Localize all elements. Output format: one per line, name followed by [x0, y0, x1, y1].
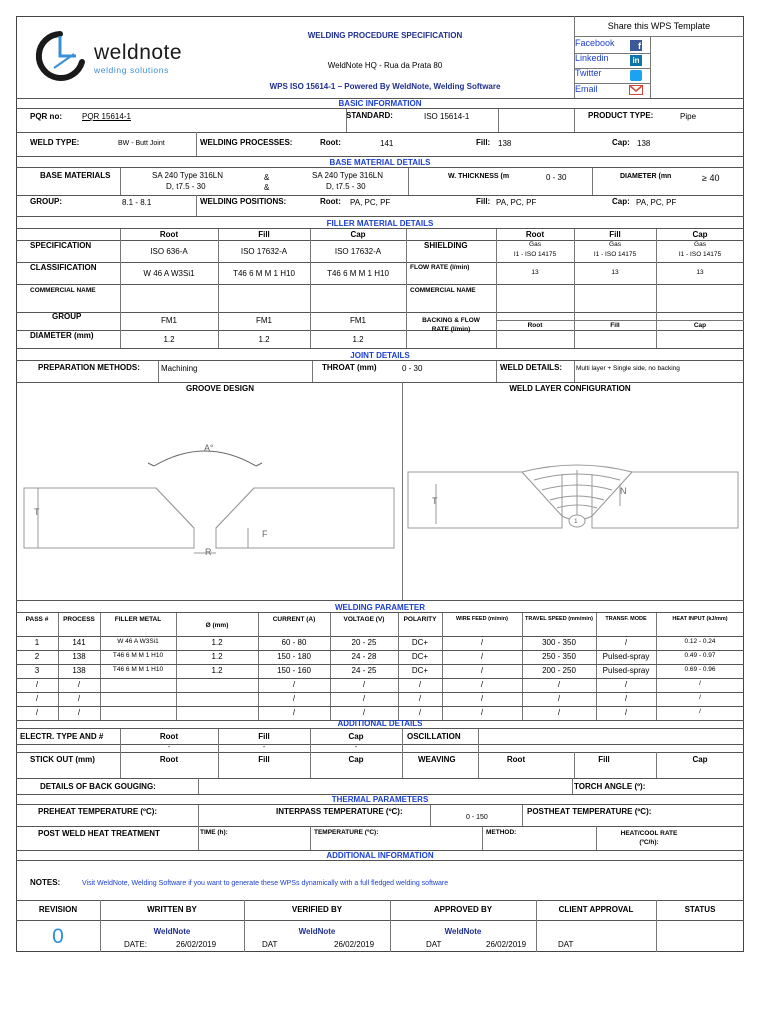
- param-cell: /: [624, 694, 628, 703]
- weaving-col-cap: Cap: [692, 755, 708, 764]
- param-cell: /: [35, 694, 39, 703]
- groove-t-label: T: [34, 507, 40, 517]
- share-title: Share this WPS Template: [607, 21, 711, 31]
- base-materials-label: BASE MATERIALS: [40, 171, 111, 180]
- param-header-5: VOLTAGE (V): [343, 616, 385, 623]
- param-cell: 138: [72, 652, 86, 661]
- written-by-name: WeldNote: [153, 927, 191, 936]
- param-cell: 141: [72, 638, 86, 647]
- param-row-line: [16, 678, 744, 679]
- verified-by-name: WeldNote: [298, 927, 336, 936]
- param-cell: /: [418, 708, 422, 717]
- param-cell: DC+: [411, 652, 429, 661]
- pwht-label: POST WELD HEAT TREATMENT: [38, 829, 160, 838]
- param-cell: T46 6 M M 1 H10: [112, 652, 164, 659]
- param-cell: 2: [34, 652, 40, 661]
- section-thermal-parameters: THERMAL PARAMETERS: [16, 794, 744, 805]
- param-cell: 150 - 180: [277, 652, 311, 661]
- filler-col-fill: Fill: [258, 230, 270, 239]
- diameter-cap: 1.2: [352, 335, 364, 344]
- param-cell: /: [362, 694, 366, 703]
- interpass-label: INTERPASS TEMPERATURE (ºC):: [276, 807, 403, 816]
- share-link-twitter-label[interactable]: Twitter: [575, 68, 602, 78]
- share-panel: [574, 16, 744, 98]
- back-gouging-label: DETAILS OF BACK GOUGING:: [40, 782, 156, 791]
- approved-by-label: APPROVED BY: [433, 905, 493, 914]
- stick-out-label: STICK OUT (mm): [30, 755, 95, 764]
- shield-col-root: Root: [525, 230, 545, 239]
- commercial-name-label: COMMERCIAL NAME: [30, 287, 96, 294]
- flow-root: 13: [531, 269, 539, 276]
- process-fill-value: 138: [498, 139, 512, 148]
- param-row-line: [16, 650, 744, 651]
- param-cell: T46 6 M M 1 H10: [112, 666, 164, 673]
- electr-col-fill: Fill: [258, 732, 270, 741]
- throat-label: THROAT (mm): [322, 363, 377, 372]
- share-link-facebook-label[interactable]: Facebook: [575, 38, 615, 48]
- classification-label: CLASSIFICATION: [30, 263, 97, 272]
- param-row-line: [16, 706, 744, 707]
- shielding-label: SHIELDING: [424, 241, 468, 250]
- section-base-material: BASE MATERIAL DETAILS: [16, 157, 744, 168]
- groove-f-label: F: [262, 529, 268, 539]
- param-header-2: FILLER METAL: [114, 616, 162, 623]
- weaving-col-root: Root: [506, 755, 526, 764]
- param-cell: /: [557, 694, 561, 703]
- param-cell: /: [480, 666, 484, 675]
- product-type-label: PRODUCT TYPE:: [588, 111, 654, 120]
- torch-angle-label: TORCH ANGLE (º):: [574, 782, 646, 791]
- backing-col-fill: Fill: [610, 322, 620, 329]
- diameter-label: DIAMETER (mn: [620, 173, 672, 180]
- client-date-label: DAT: [558, 940, 574, 949]
- pwht-time-label: TIME (h):: [200, 829, 228, 836]
- section-joint-details: JOINT DETAILS: [16, 350, 744, 361]
- section-additional-details: ADDITIONAL DETAILS: [16, 718, 744, 729]
- ampersand-2: &: [264, 183, 270, 192]
- group-cap: FM1: [350, 316, 366, 325]
- position-fill-value: PA, PC, PF: [496, 198, 537, 207]
- class-root: W 46 A W3Si1: [143, 269, 195, 278]
- status-label: STATUS: [684, 905, 716, 914]
- revision-label: REVISION: [38, 905, 78, 914]
- gas-cap: I1 - ISO 14175: [678, 251, 722, 258]
- param-cell: /: [77, 708, 81, 717]
- group-root: FM1: [161, 316, 177, 325]
- param-header-7: WIRE FEED (m/min): [456, 616, 508, 622]
- revision-value: 0: [52, 925, 64, 948]
- linkedin-icon[interactable]: in: [630, 55, 642, 66]
- param-cell: 250 - 350: [542, 652, 576, 661]
- throat-value: 0 - 30: [402, 364, 423, 373]
- param-cell: 0.69 - 0.96: [684, 666, 716, 673]
- param-cell: /: [624, 638, 628, 647]
- groove-design-drawing: [16, 388, 402, 598]
- param-cell: 1: [34, 638, 40, 647]
- approved-by-name: WeldNote: [444, 927, 482, 936]
- gas-cap-label: Gas: [694, 241, 706, 248]
- pwht-temperature-label: TEMPERATURE (ºC):: [314, 829, 379, 836]
- interpass-value: 0 - 150: [466, 814, 488, 821]
- param-cell: /: [624, 708, 628, 717]
- flow-fill: 13: [611, 269, 619, 276]
- groove-angle-label: A°: [204, 443, 214, 453]
- param-cell: /: [480, 708, 484, 717]
- share-link-linkedin-label[interactable]: Linkedin: [575, 53, 609, 63]
- electr-fill: -: [262, 744, 266, 751]
- param-cell: /: [35, 708, 39, 717]
- heat-cool-rate-label-2: (ºC/h):: [639, 839, 659, 846]
- param-cell: /: [699, 680, 701, 687]
- electr-col-cap: Cap: [348, 732, 364, 741]
- thickness-value: 0 - 30: [546, 173, 567, 182]
- group-label: GROUP:: [30, 197, 62, 206]
- param-cell: /: [480, 638, 484, 647]
- logo-tagline: welding solutions: [94, 65, 169, 75]
- param-header-6: POLARITY: [403, 616, 437, 623]
- written-date: 26/02/2019: [176, 940, 217, 949]
- written-by-label: WRITTEN BY: [147, 905, 197, 914]
- postheat-label: POSTHEAT TEMPERATURE (ºC):: [527, 807, 652, 816]
- groove-r-label: R: [205, 547, 212, 557]
- param-cell: /: [699, 708, 701, 715]
- param-cell: Pulsed-spray: [602, 652, 650, 661]
- layer-pass-label: 1: [574, 518, 578, 525]
- param-cell: 3: [34, 666, 40, 675]
- flow-rate-label: FLOW RATE (l/min): [410, 264, 470, 271]
- ampersand-1: &: [264, 173, 270, 182]
- company-address: WeldNote HQ - Rua da Prata 80: [327, 61, 443, 70]
- material-2-line-1: SA 240 Type 316LN: [312, 171, 384, 180]
- backing-col-root: Root: [527, 322, 543, 329]
- backing-label-1: BACKING & FLOW: [422, 317, 480, 324]
- notes-label: NOTES:: [30, 878, 61, 887]
- weld-layer-drawing: [402, 388, 744, 598]
- stick-col-fill: Fill: [258, 755, 270, 764]
- filler-col-cap: Cap: [350, 230, 366, 239]
- groove-plate: [24, 488, 394, 548]
- welding-positions-label: WELDING POSITIONS:: [200, 197, 287, 206]
- param-header-10: HEAT INPUT (kJ/mm): [672, 616, 728, 622]
- thickness-label: W. THICKNESS (m: [448, 173, 510, 180]
- gas-root: I1 - ISO 14175: [513, 251, 557, 258]
- position-root-value: PA, PC, PF: [350, 198, 391, 207]
- verified-by-label: VERIFIED BY: [291, 905, 343, 914]
- twitter-icon[interactable]: [630, 70, 642, 81]
- backing-label-2: RATE (l/min): [431, 326, 471, 333]
- stick-col-cap: Cap: [348, 755, 364, 764]
- gas-fill-label: Gas: [609, 241, 621, 248]
- section-filler-material: FILLER MATERIAL DETAILS: [16, 218, 744, 229]
- position-root-label: Root:: [320, 197, 341, 206]
- standard-value: ISO 15614-1: [424, 112, 470, 121]
- document-title: WELDING PROCEDURE SPECIFICATION: [307, 31, 463, 40]
- param-header-9: TRANSF. MODE: [605, 616, 647, 622]
- spec-root: ISO 636-A: [150, 247, 188, 256]
- facebook-icon[interactable]: f: [630, 40, 642, 51]
- param-cell: /: [418, 694, 422, 703]
- param-cell: W 46 A W3Si1: [117, 638, 159, 645]
- written-date-label: DATE:: [124, 940, 147, 949]
- prep-methods-label: PREPARATION METHODS:: [38, 363, 140, 372]
- material-1-line-2: D, t7.5 - 30: [166, 182, 206, 191]
- flow-cap: 13: [696, 269, 704, 276]
- electr-type-label: ELECTR. TYPE AND #: [20, 732, 104, 741]
- group-value: 8.1 - 8.1: [122, 198, 152, 207]
- product-type-value: Pipe: [680, 112, 697, 121]
- param-header-8: TRAVEL SPEED (mm/min): [525, 616, 593, 622]
- param-cell: 300 - 350: [542, 638, 576, 647]
- param-row-line: [16, 692, 744, 693]
- stick-col-root: Root: [159, 755, 179, 764]
- welding-processes-label: WELDING PROCESSES:: [200, 138, 293, 147]
- specification-label: SPECIFICATION: [30, 241, 92, 250]
- param-cell: DC+: [411, 638, 429, 647]
- document-subtitle: WPS ISO 15614-1 – Powered By WeldNote, Welding Software: [269, 82, 501, 91]
- param-cell: 150 - 160: [277, 666, 311, 675]
- param-cell: 60 - 80: [281, 638, 307, 647]
- weaving-col-fill: Fill: [598, 755, 610, 764]
- material-1-line-1: SA 240 Type 316LN: [152, 171, 224, 180]
- param-cell: 0.12 - 0.24: [684, 638, 716, 645]
- material-2-line-2: D, t7.5 - 30: [326, 182, 366, 191]
- param-cell: 200 - 250: [542, 666, 576, 675]
- param-cell: 0.49 - 0.97: [684, 652, 716, 659]
- shield-col-fill: Fill: [609, 230, 621, 239]
- filler-diameter-label: DIAMETER (mm): [30, 331, 94, 340]
- param-row-line: [16, 664, 744, 665]
- position-fill-label: Fill:: [476, 197, 491, 206]
- param-cell: /: [362, 680, 366, 689]
- spec-cap: ISO 17632-A: [334, 247, 382, 256]
- param-cell: DC+: [411, 666, 429, 675]
- param-cell: /: [699, 694, 701, 701]
- notes-value: Visit WeldNote, Welding Software if you want to generate these WPSs dynamically with a full fledged welding software: [82, 880, 449, 887]
- param-cell: /: [77, 680, 81, 689]
- param-cell: /: [624, 680, 628, 689]
- heat-cool-rate-label-1: HEAT/COOL RATE: [620, 830, 678, 837]
- param-header-0: PASS #: [25, 616, 49, 623]
- param-cell: 1.2: [211, 652, 223, 661]
- param-cell: /: [35, 680, 39, 689]
- param-cell: 1.2: [211, 638, 223, 647]
- layer-n-label: N: [620, 486, 627, 496]
- class-fill: T46 6 M M 1 H10: [233, 269, 295, 278]
- param-cell: /: [480, 694, 484, 703]
- param-cell: /: [292, 708, 296, 717]
- diameter-fill: 1.2: [258, 335, 270, 344]
- process-root-value: 141: [380, 139, 394, 148]
- approved-date: 26/02/2019: [486, 940, 527, 949]
- share-link-email-label[interactable]: Email: [575, 84, 598, 94]
- position-cap-value: PA, PC, PF: [636, 198, 677, 207]
- diameter-root: 1.2: [163, 335, 175, 344]
- oscillation-label: OSCILLATION: [407, 732, 461, 741]
- weld-type-label: WELD TYPE:: [30, 138, 80, 147]
- filler-col-root: Root: [159, 230, 179, 239]
- param-cell: /: [557, 680, 561, 689]
- section-additional-information: ADDITIONAL INFORMATION: [16, 850, 744, 861]
- standard-label: STANDARD:: [346, 111, 393, 120]
- group-fill: FM1: [256, 316, 272, 325]
- diameter-value: ≥ 40: [702, 173, 720, 183]
- param-cell: 24 - 28: [351, 652, 377, 661]
- process-fill-label: Fill:: [476, 138, 491, 147]
- param-cell: 1.2: [211, 666, 223, 675]
- weldnote-logo-icon: [30, 28, 90, 84]
- electr-cap: -: [354, 744, 358, 751]
- process-root-label: Root:: [320, 138, 341, 147]
- gmail-icon[interactable]: [629, 85, 643, 95]
- param-cell: /: [292, 694, 296, 703]
- weld-details-value: Multi layer + Single side, no backing: [576, 365, 680, 372]
- weld-layer-title: WELD LAYER CONFIGURATION: [509, 384, 631, 393]
- backing-col-cap: Cap: [693, 322, 707, 329]
- spec-fill: ISO 17632-A: [240, 247, 288, 256]
- process-cap-value: 138: [637, 139, 651, 148]
- prep-methods-value: Machining: [161, 364, 198, 373]
- verified-date: 26/02/2019: [334, 940, 375, 949]
- class-cap: T46 6 M M 1 H10: [327, 269, 389, 278]
- logo-name: weldnote: [94, 41, 183, 64]
- position-cap-label: Cap:: [612, 197, 630, 206]
- param-cell: /: [480, 680, 484, 689]
- param-header-4: CURRENT (A): [272, 616, 316, 623]
- param-cell: /: [362, 708, 366, 717]
- weaving-label: WEAVING: [418, 755, 456, 764]
- weld-type-value: BW - Butt Joint: [118, 140, 165, 147]
- commercial-name-label-2: COMMERCIAL NAME: [410, 287, 476, 294]
- param-cell: /: [77, 694, 81, 703]
- param-cell: /: [480, 652, 484, 661]
- param-cell: /: [292, 680, 296, 689]
- section-basic-information: BASIC INFORMATION: [16, 98, 744, 109]
- pqr-label: PQR no:: [30, 112, 62, 121]
- process-cap-label: Cap:: [612, 138, 630, 147]
- param-cell: Pulsed-spray: [602, 666, 650, 675]
- electr-root: -: [167, 744, 171, 751]
- shield-col-cap: Cap: [692, 230, 708, 239]
- gas-root-label: Gas: [529, 241, 541, 248]
- section-welding-parameter: WELDING PARAMETER: [16, 602, 744, 613]
- filler-group-label: GROUP: [52, 312, 82, 321]
- param-cell: 20 - 25: [351, 638, 377, 647]
- groove-design-title: GROOVE DESIGN: [185, 384, 254, 393]
- pqr-value: PQR 15614-1: [82, 112, 131, 121]
- approved-date-label: DAT: [426, 940, 442, 949]
- param-header-3: Ø (mm): [205, 622, 229, 629]
- gas-fill: I1 - ISO 14175: [593, 251, 637, 258]
- param-cell: /: [418, 680, 422, 689]
- verified-date-label: DAT: [262, 940, 278, 949]
- param-cell: 138: [72, 666, 86, 675]
- electr-col-root: Root: [159, 732, 179, 741]
- logo: [30, 28, 190, 84]
- layer-t-label: T: [432, 496, 438, 506]
- client-approval-label: CLIENT APPROVAL: [558, 905, 634, 914]
- weld-details-label: WELD DETAILS:: [500, 363, 563, 372]
- param-cell: 24 - 25: [351, 666, 377, 675]
- param-cell: /: [557, 708, 561, 717]
- pwht-method-label: METHOD:: [486, 829, 517, 836]
- param-header-1: PROCESS: [63, 616, 95, 623]
- groove-angle-arc: [154, 451, 256, 466]
- preheat-label: PREHEAT TEMPERATURE (ºC):: [38, 807, 158, 816]
